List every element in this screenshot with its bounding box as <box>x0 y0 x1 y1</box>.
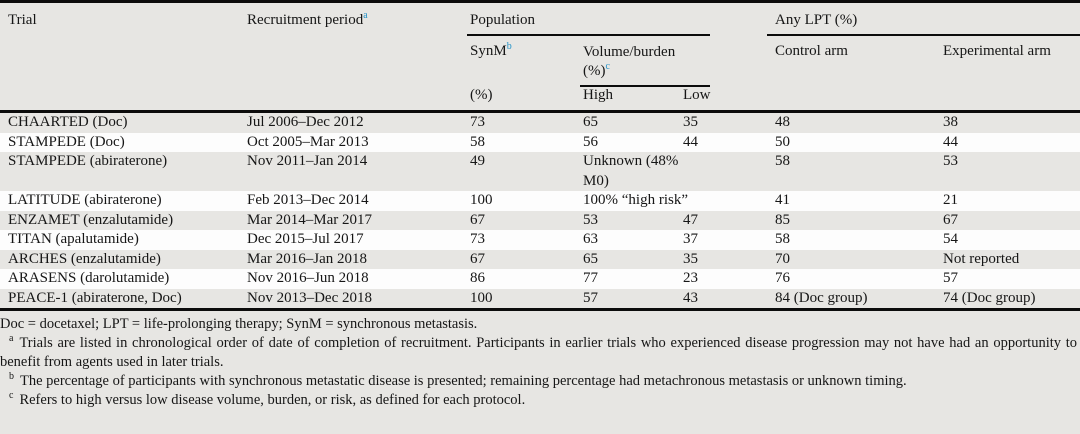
table-row-enzamet <box>0 211 1080 231</box>
cell-period: Dec 2015–Jul 2017 <box>247 231 364 247</box>
cell-period: Mar 2016–Jan 2018 <box>247 250 367 267</box>
cell-volume-high: 53 <box>583 211 598 228</box>
header-volume-burden <box>580 35 710 86</box>
footnote-b <box>0 372 1077 391</box>
cell-experimental-arm: 54 <box>943 231 958 247</box>
table-footnotes <box>0 311 1080 410</box>
cell-trial: LATITUDE (abiraterone) <box>8 192 162 208</box>
footnote-c-marker: c <box>9 390 14 402</box>
cell-period: Feb 2013–Dec 2014 <box>247 192 369 208</box>
cell-volume-high: 65 <box>583 250 598 267</box>
header-group-population <box>467 2 710 35</box>
cell-volume-high: 57 <box>583 289 598 306</box>
cell-synm: 86 <box>470 270 485 286</box>
header-low <box>680 86 710 112</box>
footnote-a-marker: a <box>9 333 14 345</box>
header-synm-label: SynM <box>470 42 507 59</box>
cell-synm: 67 <box>470 250 485 267</box>
abbreviations-line: Doc = docetaxel; LPT = life-prolonging therapy; SynM = synchronous metastasis. <box>0 316 478 332</box>
cell-control-arm: 76 <box>775 270 790 286</box>
cell-trial: PEACE-1 (abiraterone, Doc) <box>8 289 182 306</box>
cell-spacer <box>710 191 767 211</box>
header-control-arm <box>767 35 935 112</box>
header-row-groups <box>0 2 1080 35</box>
cell-trial: ARASENS (darolutamide) <box>8 270 170 286</box>
header-synm <box>467 35 580 86</box>
cell-control-arm: 58 <box>775 231 790 247</box>
cell-control-arm: 58 <box>775 153 790 169</box>
header-trial-label: Trial <box>8 12 37 28</box>
header-control-label: Control arm <box>775 42 848 59</box>
header-synm-unit <box>467 86 580 112</box>
cell-volume-low: 35 <box>683 250 698 267</box>
footnote-a <box>0 334 1077 372</box>
cell-experimental-arm: 67 <box>943 211 958 228</box>
footnote-c-text: Refers to high versus low disease volume, burden, or risk, as defined for each protocol. <box>19 392 526 408</box>
cell-trial: CHAARTED (Doc) <box>8 114 128 130</box>
header-recruitment-period <box>247 2 467 112</box>
cell-volume-low: 37 <box>683 231 698 247</box>
cell-trial: ARCHES (enzalutamide) <box>8 250 161 267</box>
table-row-stampede-abiraterone <box>0 152 1080 191</box>
cell-period: Mar 2014–Mar 2017 <box>247 211 372 228</box>
cell-experimental-arm: 74 (Doc group) <box>943 289 1036 306</box>
header-spacer <box>710 2 767 112</box>
cell-synm: 58 <box>470 133 485 150</box>
header-volume-label: Volume/burden (%) <box>583 43 676 79</box>
cell-control-arm: 50 <box>775 133 790 150</box>
table-header <box>0 2 1080 112</box>
header-recruitment-label: Recruitment period <box>247 12 364 28</box>
cell-synm: 73 <box>470 114 485 130</box>
cell-volume-high: 63 <box>583 231 598 247</box>
header-any-lpt-label: Any LPT (%) <box>775 12 858 28</box>
cell-volume-low: 23 <box>683 270 698 286</box>
table-row-arasens <box>0 269 1080 289</box>
cell-volume-low: 47 <box>683 211 698 228</box>
table-row-peace1 <box>0 289 1080 310</box>
cell-period: Nov 2011–Jan 2014 <box>247 153 368 169</box>
footnote-c <box>0 391 1077 410</box>
header-experimental-arm <box>935 35 1080 112</box>
cell-volume-low: 44 <box>683 133 698 150</box>
cell-volume-combined <box>580 191 710 211</box>
cell-synm: 100 <box>470 192 493 208</box>
table-row-latitude <box>0 191 1080 211</box>
cell-volume-combined <box>580 152 710 191</box>
table-body <box>0 112 1080 310</box>
cell-period: Jul 2006–Dec 2012 <box>247 114 364 130</box>
volume-combined-text: 100% “high risk” <box>583 192 688 208</box>
header-group-any-lpt <box>767 2 1080 35</box>
footnote-marker-c-sup: c <box>605 60 610 72</box>
cell-control-arm: 70 <box>775 250 790 267</box>
cell-experimental-arm: Not reported <box>943 250 1020 267</box>
cell-synm: 73 <box>470 231 485 247</box>
cell-control-arm: 48 <box>775 114 790 130</box>
cell-volume-low: 35 <box>683 114 698 130</box>
footnote-a-text: Trials are listed in chronological order of date of completion of recruitment. Participants in earlier trials who experienced disease progression may not have had an opportunity to benefit from agents used in later trials. <box>0 335 1077 370</box>
cell-synm: 100 <box>470 289 493 306</box>
cell-trial: STAMPEDE (abiraterone) <box>8 153 168 169</box>
cell-experimental-arm: 57 <box>943 270 958 286</box>
cell-trial: ENZAMET (enzalutamide) <box>8 211 174 228</box>
footnote-marker-b-sup: b <box>506 40 512 52</box>
cell-experimental-arm: 44 <box>943 133 958 150</box>
cell-control-arm: 41 <box>775 192 790 208</box>
cell-experimental-arm: 38 <box>943 114 958 130</box>
cell-spacer <box>710 211 767 231</box>
cell-synm: 67 <box>470 211 485 228</box>
table-row-titan <box>0 230 1080 250</box>
cell-volume-high: 77 <box>583 270 598 286</box>
cell-synm: 49 <box>470 153 485 169</box>
cell-spacer <box>710 112 767 133</box>
table-row-arches <box>0 250 1080 270</box>
cell-spacer <box>710 133 767 153</box>
header-trial <box>0 2 247 112</box>
header-population-label: Population <box>470 12 536 28</box>
header-high-label: High <box>583 87 613 103</box>
cell-volume-high: 65 <box>583 114 598 130</box>
cell-spacer <box>710 250 767 270</box>
cell-spacer <box>710 152 767 191</box>
footnote-b-text: The percentage of participants with synchronous metastatic disease is presented; remaining percentage had metachronous metastasis or unknown timing. <box>20 373 907 389</box>
header-experimental-label: Experimental arm <box>943 42 1051 59</box>
header-high <box>580 86 680 112</box>
cell-control-arm: 85 <box>775 211 790 228</box>
footnote-marker-a-sup: a <box>363 10 368 21</box>
cell-control-arm: 84 (Doc group) <box>775 289 868 306</box>
header-synm-unit-label: (%) <box>470 87 493 103</box>
cell-spacer <box>710 289 767 310</box>
volume-combined-text: Unknown (48% M0) <box>583 153 679 189</box>
cell-trial: TITAN (apalutamide) <box>8 231 139 247</box>
cell-spacer <box>710 269 767 289</box>
cell-period: Nov 2013–Dec 2018 <box>247 289 372 306</box>
cell-spacer <box>710 230 767 250</box>
cell-volume-low: 43 <box>683 289 698 306</box>
table-row-chaarted <box>0 112 1080 133</box>
cell-experimental-arm: 53 <box>943 153 958 169</box>
cell-trial: STAMPEDE (Doc) <box>8 133 125 150</box>
header-low-label: Low <box>683 87 711 103</box>
footnote-b-marker: b <box>9 371 14 383</box>
cell-period: Oct 2005–Mar 2013 <box>247 133 369 150</box>
table-row-stampede-doc <box>0 133 1080 153</box>
cell-experimental-arm: 21 <box>943 192 958 208</box>
cell-volume-high: 56 <box>583 133 598 150</box>
cell-period: Nov 2016–Jun 2018 <box>247 270 369 286</box>
